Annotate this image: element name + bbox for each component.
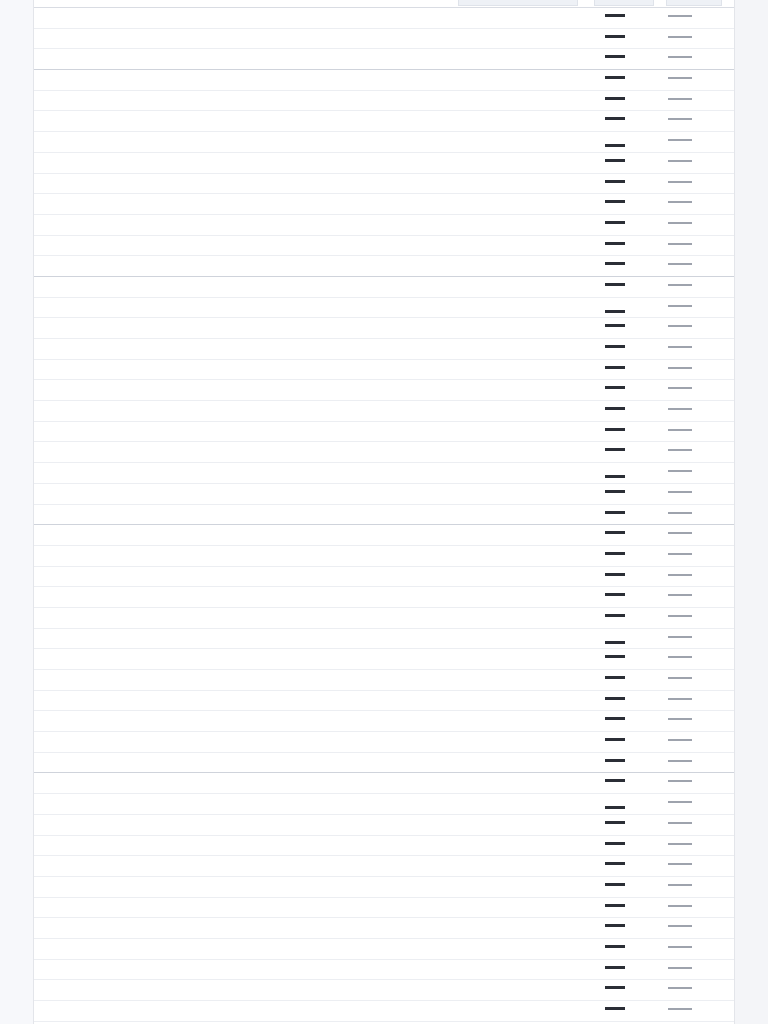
item-text — [69, 631, 599, 648]
item-value — [668, 36, 692, 38]
item-marker — [605, 386, 625, 389]
list-item[interactable] — [34, 215, 735, 236]
item-text — [69, 320, 599, 337]
item-list — [34, 8, 735, 1022]
item-marker — [605, 821, 625, 824]
item-text — [69, 796, 599, 813]
item-marker — [605, 966, 625, 969]
item-marker — [605, 779, 625, 782]
item-value — [668, 160, 692, 162]
item-value — [668, 925, 692, 927]
item-marker — [605, 641, 625, 644]
list-item[interactable] — [34, 980, 735, 1001]
item-marker — [605, 806, 625, 809]
item-marker — [605, 759, 625, 762]
list-item[interactable] — [34, 339, 735, 360]
list-item[interactable] — [34, 360, 735, 381]
list-item[interactable] — [34, 277, 735, 298]
item-marker — [605, 262, 625, 265]
item-marker — [605, 97, 625, 100]
item-text — [69, 755, 599, 772]
item-text — [69, 858, 599, 875]
page-margin — [0, 0, 33, 1024]
item-marker — [605, 407, 625, 410]
list-item[interactable] — [34, 442, 735, 463]
item-value — [668, 967, 692, 969]
item-text — [69, 258, 599, 275]
item-text — [69, 1003, 599, 1020]
item-text — [69, 93, 599, 110]
item-value — [668, 532, 692, 534]
item-value — [668, 822, 692, 824]
item-marker — [605, 324, 625, 327]
list-item[interactable] — [34, 732, 735, 753]
item-text — [69, 155, 599, 172]
list-item[interactable] — [34, 194, 735, 215]
content-panel — [33, 0, 735, 1024]
item-marker — [605, 283, 625, 286]
list-item[interactable] — [34, 318, 735, 339]
item-marker — [605, 904, 625, 907]
item-marker — [605, 428, 625, 431]
item-value — [668, 139, 692, 141]
item-value — [668, 118, 692, 120]
list-item[interactable] — [34, 49, 735, 70]
item-value — [668, 77, 692, 79]
item-value — [668, 987, 692, 989]
item-text — [69, 382, 599, 399]
item-text — [69, 113, 599, 130]
item-text — [69, 465, 599, 482]
item-value — [668, 387, 692, 389]
list-item[interactable] — [34, 8, 735, 29]
list-item[interactable] — [34, 856, 735, 877]
item-marker — [605, 655, 625, 658]
item-marker — [605, 1007, 625, 1010]
item-value — [668, 408, 692, 410]
item-text — [69, 486, 599, 503]
item-text — [69, 672, 599, 689]
list-item[interactable] — [34, 629, 735, 650]
item-text — [69, 238, 599, 255]
item-text — [69, 693, 599, 710]
item-value — [668, 222, 692, 224]
item-text — [69, 569, 599, 586]
list-item[interactable] — [34, 670, 735, 691]
item-text — [69, 817, 599, 834]
item-value — [668, 367, 692, 369]
list-item[interactable] — [34, 877, 735, 898]
item-value — [668, 884, 692, 886]
item-text — [69, 424, 599, 441]
list-item[interactable] — [34, 753, 735, 774]
list-item[interactable] — [34, 174, 735, 195]
item-marker — [605, 310, 625, 313]
item-text — [69, 734, 599, 751]
list-item[interactable] — [34, 525, 735, 546]
item-marker — [605, 55, 625, 58]
list-item[interactable] — [34, 587, 735, 608]
list-item[interactable] — [34, 111, 735, 132]
item-text — [69, 196, 599, 213]
item-value — [668, 512, 692, 514]
item-value — [668, 718, 692, 720]
item-value — [668, 325, 692, 327]
item-text — [69, 51, 599, 68]
list-item[interactable] — [34, 422, 735, 443]
item-marker — [605, 366, 625, 369]
item-marker — [605, 697, 625, 700]
item-value — [668, 491, 692, 493]
item-marker — [605, 242, 625, 245]
item-text — [69, 31, 599, 48]
list-item[interactable] — [34, 918, 735, 939]
list-item[interactable] — [34, 567, 735, 588]
item-marker — [605, 76, 625, 79]
item-text — [69, 403, 599, 420]
item-value — [668, 946, 692, 948]
item-value — [668, 284, 692, 286]
item-marker — [605, 180, 625, 183]
item-text — [69, 527, 599, 544]
list-item[interactable] — [34, 711, 735, 732]
list-item[interactable] — [34, 546, 735, 567]
item-text — [69, 10, 599, 27]
item-value — [668, 553, 692, 555]
list-item[interactable] — [34, 960, 735, 981]
item-marker — [605, 448, 625, 451]
list-item[interactable] — [34, 380, 735, 401]
item-value — [668, 201, 692, 203]
list-item[interactable] — [34, 608, 735, 629]
list-item[interactable] — [34, 649, 735, 670]
item-value — [668, 263, 692, 265]
item-text — [69, 775, 599, 792]
list-item[interactable] — [34, 773, 735, 794]
item-marker — [605, 573, 625, 576]
item-marker — [605, 35, 625, 38]
item-text — [69, 72, 599, 89]
list-item[interactable] — [34, 836, 735, 857]
item-marker — [605, 144, 625, 147]
list-item[interactable] — [34, 401, 735, 422]
item-marker — [605, 345, 625, 348]
item-marker — [605, 14, 625, 17]
item-text — [69, 920, 599, 937]
item-marker — [605, 924, 625, 927]
item-value — [668, 181, 692, 183]
list-item[interactable] — [34, 153, 735, 174]
item-text — [69, 444, 599, 461]
item-value — [668, 677, 692, 679]
list-item[interactable] — [34, 70, 735, 91]
item-marker — [605, 842, 625, 845]
item-value — [668, 98, 692, 100]
list-item[interactable] — [34, 794, 735, 815]
item-value — [668, 780, 692, 782]
item-marker — [605, 531, 625, 534]
header-bar — [34, 0, 735, 8]
item-text — [69, 941, 599, 958]
list-item[interactable] — [34, 691, 735, 712]
item-marker — [605, 945, 625, 948]
item-marker — [605, 986, 625, 989]
item-value — [668, 574, 692, 576]
list-item[interactable] — [34, 939, 735, 960]
item-value — [668, 615, 692, 617]
list-item[interactable] — [34, 815, 735, 836]
list-item[interactable] — [34, 1001, 735, 1022]
item-value — [668, 470, 692, 472]
item-text — [69, 982, 599, 999]
item-value — [668, 594, 692, 596]
item-value — [668, 1008, 692, 1010]
item-text — [69, 548, 599, 565]
list-item[interactable] — [34, 29, 735, 50]
header-field[interactable] — [594, 0, 654, 6]
item-marker — [605, 717, 625, 720]
item-value — [668, 15, 692, 17]
item-marker — [605, 593, 625, 596]
item-marker — [605, 862, 625, 865]
item-value — [668, 698, 692, 700]
item-text — [69, 713, 599, 730]
list-item[interactable] — [34, 298, 735, 319]
item-value — [668, 56, 692, 58]
header-field[interactable] — [458, 0, 578, 6]
list-item[interactable] — [34, 132, 735, 153]
item-text — [69, 217, 599, 234]
item-marker — [605, 738, 625, 741]
item-value — [668, 739, 692, 741]
item-text — [69, 651, 599, 668]
item-text — [69, 507, 599, 524]
item-text — [69, 300, 599, 317]
item-text — [69, 279, 599, 296]
item-marker — [605, 614, 625, 617]
item-text — [69, 341, 599, 358]
item-marker — [605, 552, 625, 555]
item-value — [668, 346, 692, 348]
item-text — [69, 362, 599, 379]
item-text — [69, 589, 599, 606]
item-value — [668, 449, 692, 451]
item-value — [668, 429, 692, 431]
list-item[interactable] — [34, 898, 735, 919]
item-marker — [605, 490, 625, 493]
list-item[interactable] — [34, 505, 735, 526]
item-text — [69, 610, 599, 627]
item-text — [69, 176, 599, 193]
item-text — [69, 134, 599, 151]
item-value — [668, 636, 692, 638]
header-field[interactable] — [666, 0, 722, 6]
item-marker — [605, 475, 625, 478]
item-value — [668, 801, 692, 803]
item-value — [668, 656, 692, 658]
item-marker — [605, 221, 625, 224]
item-marker — [605, 117, 625, 120]
item-marker — [605, 511, 625, 514]
item-text — [69, 900, 599, 917]
item-text — [69, 838, 599, 855]
item-value — [668, 905, 692, 907]
item-value — [668, 305, 692, 307]
list-item[interactable] — [34, 91, 735, 112]
item-marker — [605, 676, 625, 679]
item-value — [668, 760, 692, 762]
item-marker — [605, 200, 625, 203]
item-value — [668, 243, 692, 245]
item-value — [668, 843, 692, 845]
item-text — [69, 962, 599, 979]
list-item[interactable] — [34, 463, 735, 484]
list-item[interactable] — [34, 256, 735, 277]
item-marker — [605, 883, 625, 886]
item-text — [69, 879, 599, 896]
list-item[interactable] — [34, 484, 735, 505]
list-item[interactable] — [34, 236, 735, 257]
item-marker — [605, 159, 625, 162]
item-value — [668, 863, 692, 865]
